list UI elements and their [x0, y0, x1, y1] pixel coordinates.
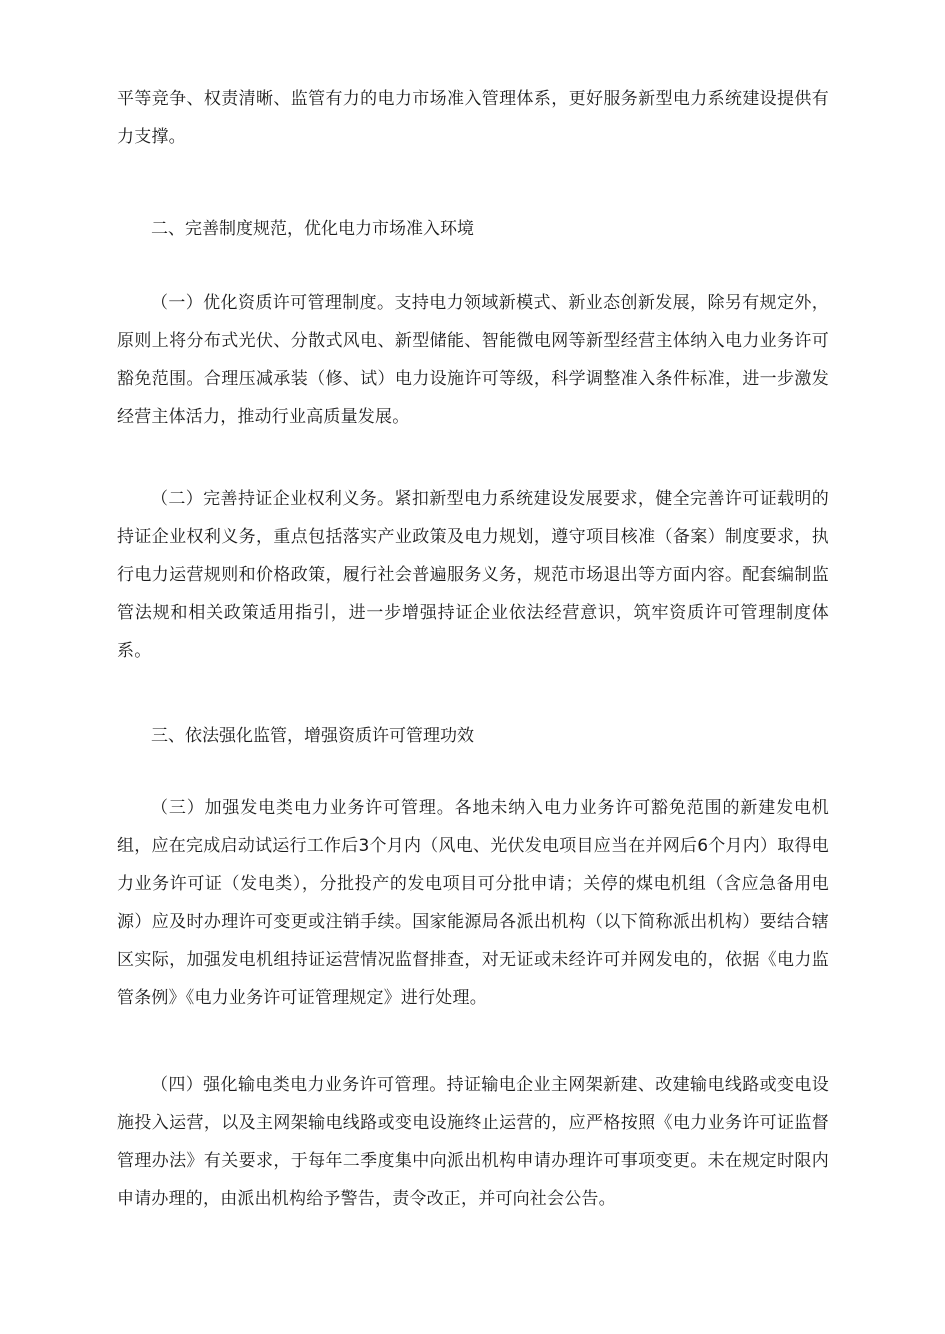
section-3-heading: 三、依法强化监管，增强资质许可管理功效	[151, 726, 474, 746]
item-1-paragraph: （一）优化资质许可管理制度。支持电力领域新模式、新业态创新发展，除另有规定外，原则上将分布式光伏、分散式风电、新型储能、智能微电网等新型经营主体纳入电力业务许可豁免范围。合理压减承装（修、试）电力设施许可等级，科学调整准入条件标准，进一步激发经营主体活力，推动行业高质量发展。	[117, 293, 829, 427]
section-2-heading: 二、完善制度规范，优化电力市场准入环境	[151, 219, 474, 239]
item-2-paragraph: （二）完善持证企业权利义务。紧扣新型电力系统建设发展要求，健全完善许可证载明的持证企业权利义务，重点包括落实产业政策及电力规划，遵守项目核准（备案）制度要求，执行电力运营规则和价格政策，履行社会普遍服务义务，规范市场退出等方面内容。配套编制监管法规和相关政策适用指引，进一步增强持证企业依法经营意识，筑牢资质许可管理制度体系。	[117, 489, 829, 661]
intro-tail-paragraph: 平等竞争、权责清晰、监管有力的电力市场准入管理体系，更好服务新型电力系统建设提供有力支撑。	[117, 89, 829, 147]
item-3-paragraph: （三）加强发电类电力业务许可管理。各地未纳入电力业务许可豁免范围的新建发电机组，应在完成启动试运行工作后3个月内（风电、光伏发电项目应当在并网后6个月内）取得电力业务许可证（发电类），分批投产的发电项目可分批申请；关停的煤电机组（含应急备用电源）应及时办理许可变更或注销手续。国家能源局各派出机构（以下简称派出机构）要结合辖区实际，加强发电机组持证运营情况监督排查，对无证或未经许可并网发电的，依据《电力监管条例》《电力业务许可证管理规定》进行处理。	[117, 798, 829, 1008]
item-4-paragraph: （四）强化输电类电力业务许可管理。持证输电企业主网架新建、改建输电线路或变电设施投入运营，以及主网架输电线路或变电设施终止运营的，应严格按照《电力业务许可证监督管理办法》有关要求，于每年二季度集中向派出机构申请办理许可事项变更。未在规定时限内申请办理的，由派出机构给予警告，责令改正，并可向社会公告。	[117, 1075, 829, 1209]
